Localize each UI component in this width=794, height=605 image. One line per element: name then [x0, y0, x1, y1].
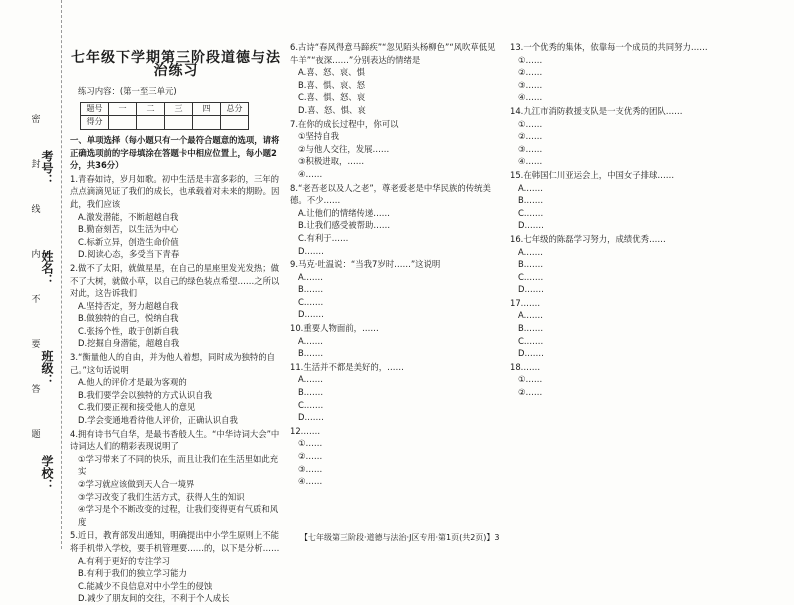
answer-option: C.标新立异，创造生命价值 [78, 236, 179, 247]
answer-option: B.做独特的自己，悦纳自我 [78, 313, 179, 324]
question-stem: 3.“衡量他人的自由，并为他人着想，同时成为独特的自己。”这句话说明 [70, 352, 275, 375]
score-header-cell: 一 [109, 102, 137, 116]
exam-number-label: 考号： [40, 150, 54, 186]
answer-option: B.…… [298, 348, 324, 359]
seal-character: 线 [31, 205, 41, 215]
answer-option: ④学习是个不断改变的过程，让我们变得更有气质和风度 [78, 504, 279, 527]
question-list [70, 173, 282, 605]
question-stem: 11.生活并不都是美好的，…… [290, 361, 404, 372]
question-stem: 9.马克·吐温说：“当我7岁时……”这说明 [290, 259, 441, 270]
answer-option: ①…… [518, 374, 543, 385]
answer-option: D.…… [298, 412, 324, 423]
answer-option: A.让他们的情绪传递…… [298, 207, 390, 218]
answer-option: C.…… [298, 296, 324, 307]
question [70, 529, 282, 605]
answer-option: A.…… [518, 310, 543, 321]
question-stem: 7.在你的成长过程中，你可以 [290, 118, 399, 129]
question-stem: 8.“老吾老以及人之老”，尊老爱老是中华民族的传统美德。不少…… [290, 182, 491, 206]
answer-option: C.…… [518, 335, 544, 346]
question-stem: 6.古诗“春风得意马蹄疾”“忽见陌头杨柳色”“风吹草低见牛羊”“夜深……”分别表达的情绪是 [290, 42, 496, 65]
answer-option: D.…… [298, 309, 324, 320]
answer-option: A.他人的评价才是最为客观的 [78, 377, 187, 388]
answer-option: B.勤奋刻苦，以生活为中心 [78, 224, 179, 235]
question [290, 118, 502, 181]
name-label: 姓名： [40, 250, 54, 286]
question [510, 169, 722, 232]
score-cell [221, 116, 249, 130]
answer-option: A.坚持否定，努力超越自我 [78, 300, 179, 311]
column-2 [290, 40, 502, 488]
answer-option: ④…… [298, 168, 323, 179]
answer-option: A.…… [518, 182, 543, 193]
question-stem: 18.…… [510, 361, 541, 372]
answer-option: D.学会变通地看待他人评价，正确认识自我 [78, 415, 238, 426]
answer-option: C.…… [518, 207, 544, 218]
question [70, 262, 282, 350]
answer-option: B.…… [518, 259, 544, 270]
binding-margin [0, 0, 62, 549]
score-header-cell: 三 [165, 102, 193, 116]
seal-character: 封 [31, 160, 41, 170]
page-footer: 【七年级第三阶段·道德与法治·J区专用·第1页(共2页)】3 [300, 533, 500, 542]
answer-option: D.…… [518, 220, 544, 231]
question-stem: 12.…… [290, 425, 321, 436]
answer-option: B.有利于我们的独立学习能力 [78, 568, 187, 579]
answer-option: ③学习改变了我们生活方式，获得人生的知识 [78, 491, 245, 502]
answer-option: ②…… [518, 387, 543, 398]
answer-option: C.有利于…… [298, 232, 349, 243]
question [70, 351, 282, 427]
answer-option: ①…… [518, 118, 543, 129]
answer-option: ④…… [298, 476, 323, 487]
answer-option: ③…… [298, 463, 323, 474]
question [290, 425, 502, 488]
score-cell [165, 116, 193, 130]
question-stem: 15.在韩国仁川亚运会上，中国女子排球…… [510, 169, 675, 180]
answer-option: D.喜、怒、惧、哀 [298, 104, 366, 115]
score-header-cell: 四 [193, 102, 221, 116]
score-cell [193, 116, 221, 130]
score-cell [137, 116, 165, 130]
answer-option: B.喜、惧、哀、怒 [298, 79, 366, 90]
question-stem: 10.重要人物面前，…… [290, 323, 379, 334]
question-stem: 17.…… [510, 297, 541, 308]
question [70, 173, 282, 261]
question [510, 297, 722, 360]
school-label: 学校： [40, 455, 54, 491]
answer-option: A.有利于更好的专注学习 [78, 555, 170, 566]
answer-option: B.让我们感受被帮助…… [298, 220, 391, 231]
question [510, 41, 722, 104]
seal-character: 要 [31, 340, 41, 350]
section-heading: 一、单项选择（每小题只有一个最符合题意的选项，请将正确选项前的字母填涂在答题卡中相应位置上，每小题2分，共36分） [70, 134, 280, 171]
question [290, 322, 502, 360]
answer-option: ④…… [518, 156, 543, 167]
answer-option: C.能减少不良信息对中小学生的侵蚀 [78, 580, 213, 591]
answer-option: B.…… [518, 323, 544, 334]
answer-option: D.…… [518, 284, 544, 295]
question-stem: 14.九江市消防救援支队是一支优秀的团队…… [510, 105, 683, 116]
answer-option: C.张扬个性，敢于创新自我 [78, 325, 179, 336]
answer-option: C.…… [298, 399, 324, 410]
answer-option: ③…… [518, 143, 543, 154]
question-stem: 13.一个优秀的集体，依靠每一个成员的共同努力…… [510, 42, 708, 52]
score-cell [109, 116, 137, 130]
score-header-cell: 题号 [81, 102, 109, 116]
class-label: 班级： [40, 350, 54, 386]
answer-option: A.喜、怒、哀、惧 [298, 67, 365, 78]
answer-option: D.减少了朋友间的交往，不利于个人成长 [78, 593, 230, 604]
answer-option: D.阅读心态，多受当下青春 [78, 249, 180, 260]
question-stem: 1.青春如诗，岁月如歌。初中生活是丰富多彩的，三年的点点滴滴见证了我们的成长，也承载着对未来的期盼。因此，我们应该 [70, 173, 280, 209]
answer-option: A.…… [298, 271, 323, 282]
answer-option: B.…… [518, 195, 544, 206]
column-3 [510, 40, 722, 399]
answer-option: ①坚持自我 [298, 131, 340, 142]
column-1 [70, 40, 282, 605]
answer-option: ①…… [518, 54, 543, 65]
score-row-label: 得分 [81, 116, 109, 130]
answer-option: A.激发潜能，不断超越自我 [78, 211, 179, 222]
exam-scope: 练习内容：(第一至三单元) [78, 86, 177, 97]
score-header-cell: 总分 [221, 102, 249, 116]
answer-option: B.…… [298, 387, 324, 398]
score-table [80, 102, 249, 130]
exam-title: 七年级下学期第三阶段道德与法治练习 [71, 50, 281, 79]
seal-character: 答 [31, 385, 41, 395]
question-stem: 5.近日，教育部发出通知，明确提出中小学生原则上不能将手机带入学校，要手机管理要……的，以下是分析…… [70, 530, 280, 553]
answer-option: C.喜、惧、怒、哀 [298, 92, 366, 103]
question [510, 105, 722, 168]
question-stem: 4.拥有诗书气自华，是最书香般人生。“中华诗词大会”中诗词达人们的精彩表现说明了 [70, 428, 280, 452]
answer-option: C.我们要正视和接受他人的意见 [78, 402, 196, 413]
question-list [290, 41, 502, 488]
answer-option: A.…… [298, 335, 323, 346]
answer-option: A.…… [298, 374, 323, 385]
question [510, 361, 722, 399]
answer-option: B.我们要学会以独特的方式认识自我 [78, 389, 213, 400]
question-stem: 2.做不了太阳，就做星星，在自己的星座里发光发热；做不了大树，就做小草，以自己的绿色装点希望……之所以对此，这告诉我们 [70, 262, 280, 299]
answer-option: ①…… [298, 438, 323, 449]
seal-character: 内 [31, 250, 41, 260]
question [290, 361, 502, 424]
answer-option: C.…… [518, 271, 544, 282]
score-header-cell: 二 [137, 102, 165, 116]
seal-character: 题 [31, 430, 41, 440]
answer-option: ②与他人交往，发展…… [298, 143, 390, 154]
answer-option: B.…… [298, 284, 324, 295]
answer-option: A.…… [518, 246, 543, 257]
question [70, 428, 282, 529]
answer-option: ③积极进取，…… [298, 156, 365, 167]
question [290, 41, 502, 117]
answer-option: D.挖掘自身潜能，超越自我 [78, 338, 180, 349]
answer-option: D.…… [298, 245, 324, 256]
seal-character: 密 [31, 115, 41, 125]
answer-option: ③…… [518, 79, 543, 90]
seal-character: 不 [31, 295, 41, 305]
answer-option: ①学习带来了不同的快乐，而且让我们在生活里如此充实 [78, 453, 279, 477]
answer-option: ②学习就应该做到天人合一境界 [78, 479, 195, 489]
answer-option: D.…… [518, 348, 544, 359]
question [510, 233, 722, 296]
question [290, 182, 502, 258]
answer-option: ②…… [298, 451, 323, 461]
answer-option: ④…… [518, 92, 543, 103]
answer-option: ②…… [518, 67, 543, 78]
question-stem: 16.七年级的陈磊学习努力，成绩优秀…… [510, 233, 666, 244]
question [290, 258, 502, 321]
answer-option: ②…… [518, 131, 543, 142]
question-list [510, 41, 722, 399]
